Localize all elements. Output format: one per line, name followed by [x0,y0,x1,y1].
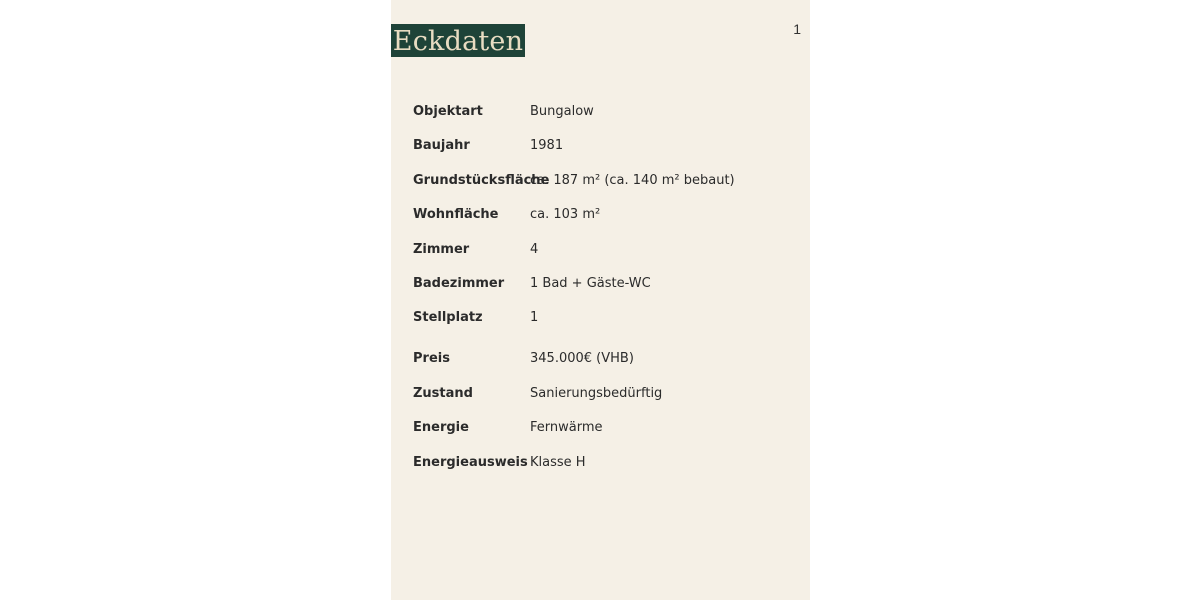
fact-label: Energieausweis [413,454,528,470]
title-banner [391,24,525,57]
fact-row-preis [413,348,634,368]
fact-label: Zustand [413,385,473,401]
fact-row-stellplatz [413,307,538,327]
fact-value: 1 [530,309,539,325]
page-title: Eckdaten [392,26,524,57]
fact-row-badezimmer [413,273,651,293]
page-number: 1 [793,21,801,37]
fact-row-zimmer [413,239,538,259]
fact-row-baujahr [413,135,563,155]
fact-label: Objektart [413,103,483,119]
fact-row-energie [413,417,603,437]
document-page [391,0,810,600]
fact-label: Zimmer [413,241,470,257]
fact-label: Stellplatz [413,309,483,325]
fact-row-objektart [413,101,594,121]
fact-row-energieausweis [413,452,586,472]
fact-value: 4 [530,241,539,257]
fact-value: Sanierungsbedürftig [530,385,663,401]
fact-value: Fernwärme [530,419,603,435]
fact-value: 345.000€ (VHB) [530,350,634,366]
fact-row-wohnflaeche [413,204,600,224]
fact-label: Preis [413,350,450,366]
fact-value: ca. 103 m² [530,206,601,222]
fact-value: 1981 [530,137,564,153]
fact-value: ca. 187 m² (ca. 140 m² bebaut) [530,172,735,188]
fact-label: Grundstücksfläche [413,172,550,188]
fact-value: 1 Bad + Gäste-WC [530,275,651,291]
fact-label: Energie [413,419,469,435]
fact-label: Wohnfläche [413,206,499,222]
fact-row-zustand [413,383,662,403]
fact-value: Klasse H [530,454,586,470]
fact-label: Badezimmer [413,275,505,291]
fact-label: Baujahr [413,137,470,153]
fact-value: Bungalow [530,103,594,119]
fact-row-grundstuecksflaeche [413,170,735,190]
